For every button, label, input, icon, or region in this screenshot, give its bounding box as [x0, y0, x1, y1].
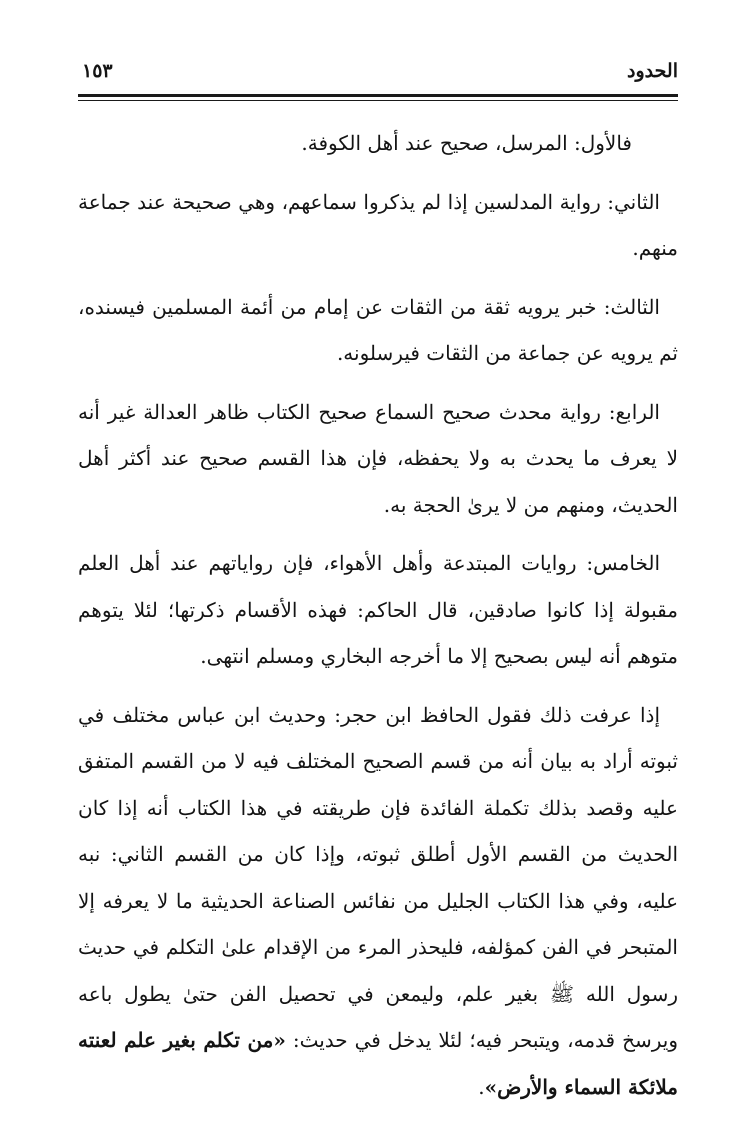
- page-header: [78, 58, 678, 96]
- book-page: [78, 58, 678, 1099]
- paragraph-fourth-type: الرابع: رواية محدث صحيح السماع صحيح الكتاب ظاهر العدالة غير أنه لا يعرف ما يحدث به ولا يحفظه، فإن هذا القسم صحيح عند أكثر أهل الحديث، ومنهم من لا يرىٰ الحجة به.: [78, 399, 678, 517]
- paragraph-third-type: الثالث: خبر يرويه ثقة من الثقات عن إمام من أئمة المسلمين فيسنده، ثم يرويه عن جماعة من الثقات فيرسلونه.: [78, 294, 678, 365]
- header-rule-thin: [78, 100, 678, 101]
- body-text: [78, 120, 678, 1122]
- paragraph-second-type: الثاني: رواية المدلسين إذا لم يذكروا سماعهم، وهي صحيحة عند جماعة منهم.: [78, 189, 678, 260]
- paragraph-commentary: [78, 692, 678, 1111]
- running-title: الحدود: [627, 60, 678, 82]
- header-rule-thick: [78, 94, 678, 97]
- end-mark: .: [478, 1074, 485, 1099]
- paragraph-first-type: فالأول: المرسل، صحيح عند أهل الكوفة.: [301, 131, 632, 155]
- page-number: ١٥٣: [82, 60, 113, 82]
- commentary-text: إذا عرفت ذلك فقول الحافظ ابن حجر: وحديث ابن عباس مختلف في ثبوته أراد به بيان أنه من قسم الصحيح المختلف فيه لا من القسم المتفق عليه وقصد بذلك تكملة الفائدة فإن طريقته في هذا الكتاب أنه إذا كان الحديث من القسم الأول أطلق ثبوته، وإذا كان من القسم الثاني: نبه عليه، وفي هذا الكتاب الجليل من نفائس الصناعة الحديثية ما لا يعرفه إلا المتبحر في الفن كمؤلفه، فليحذر المرء من الإقدام علىٰ التكلم في حديث رسول الله ﷺ بغير علم، وليمعن في تحصيل الفن حتىٰ يطول باعه ويرسخ قدمه، ويتبحر فيه؛ لئلا يدخل في حديث:: [78, 702, 678, 1052]
- hadith-quote: «من تكلم بغير علم لعنته ملائكة السماء والأرض»: [78, 1028, 678, 1099]
- paragraph-fifth-type: الخامس: روايات المبتدعة وأهل الأهواء، فإن رواياتهم عند أهل العلم مقبولة إذا كانوا صادقين، قال الحاكم: فهذه الأقسام ذكرتها؛ لئلا يتوهم متوهم أنه ليس بصحيح إلا ما أخرجه البخاري ومسلم انتهى.: [78, 551, 678, 668]
